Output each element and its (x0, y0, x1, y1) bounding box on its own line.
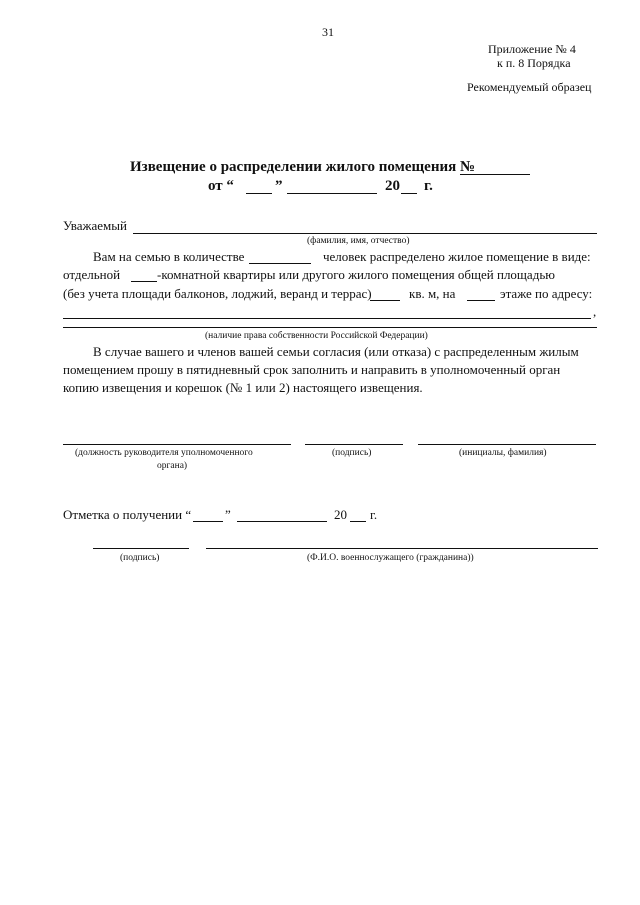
apartment-text: -комнатной квартиры или другого жилого помещения общей площадью (157, 267, 555, 282)
receipt-year-field[interactable] (350, 521, 366, 522)
separate-label: отдельной (63, 267, 121, 282)
address-label: этаже по адресу: (500, 286, 593, 301)
date-quote-close: ” (275, 178, 283, 194)
receipt-month-field[interactable] (237, 521, 327, 522)
official-signature-field[interactable] (305, 444, 403, 445)
consent-text-line3: копию извещения и корешок (№ 1 или 2) настоящего извещения. (63, 380, 423, 395)
appendix-number: Приложение № 4 (488, 42, 576, 56)
addressee-caption: (фамилия, имя, отчество) (307, 236, 410, 246)
date-year-suffix: г. (424, 178, 433, 194)
receipt-signature-caption: (подпись) (120, 553, 160, 563)
family-count-field[interactable] (249, 263, 311, 264)
official-initials-field[interactable] (418, 444, 596, 445)
initials-caption: (инициалы, фамилия) (459, 448, 547, 458)
address-comma: , (593, 304, 597, 319)
position-caption-line2: органа) (157, 461, 188, 471)
receipt-name-caption: (Ф.И.О. военнослужащего (гражданина)) (307, 553, 474, 563)
position-caption-line1: (должность руководителя уполномоченного (75, 448, 253, 458)
area-field[interactable] (370, 300, 400, 301)
address-field-line1[interactable] (63, 318, 591, 319)
ownership-field[interactable] (63, 327, 597, 328)
receipt-quote-close: ” (225, 507, 231, 522)
addressee-label: Уважаемый (63, 218, 127, 233)
date-from-label: от “ (208, 178, 234, 194)
area-unit-text: кв. м, на (409, 286, 456, 301)
document-title: Извещение о распределении жилого помещения № (130, 159, 476, 175)
allocated-housing-text: человек распределено жилое помещение в виде: (323, 249, 591, 264)
receipt-signature-field[interactable] (93, 548, 189, 549)
receipt-year-suffix: г. (370, 507, 378, 522)
signature-caption: (подпись) (332, 448, 372, 458)
official-position-field[interactable] (63, 444, 291, 445)
date-day-field[interactable] (246, 193, 272, 194)
date-year-field[interactable] (401, 193, 417, 194)
page-number: 31 (322, 25, 334, 39)
receipt-name-field[interactable] (206, 548, 598, 549)
date-year-prefix: 20 (385, 178, 400, 194)
family-count-label: Вам на семью в количестве (93, 249, 245, 264)
receipt-year-prefix: 20 (334, 507, 347, 522)
receipt-label: Отметка о получении “ (63, 507, 192, 522)
addressee-name-field[interactable] (133, 233, 597, 234)
consent-text-line1: В случае вашего и членов вашей семьи согласия (или отказа) с распределенным жилым (93, 344, 579, 359)
notice-number-field[interactable] (460, 174, 530, 175)
recommended-sample-label: Рекомендуемый образец (467, 80, 592, 94)
floor-field[interactable] (467, 300, 495, 301)
appendix-reference: к п. 8 Порядка (497, 56, 571, 70)
ownership-caption: (наличие права собственности Российской Федерации) (205, 331, 428, 341)
area-note-text: (без учета площади балконов, лоджий, веранд и террас) (63, 286, 372, 301)
consent-text-line2: помещением прошу в пятидневный срок заполнить и направить в уполномоченный орган (63, 362, 561, 377)
date-month-field[interactable] (287, 193, 377, 194)
receipt-day-field[interactable] (193, 521, 223, 522)
rooms-count-field[interactable] (131, 281, 157, 282)
